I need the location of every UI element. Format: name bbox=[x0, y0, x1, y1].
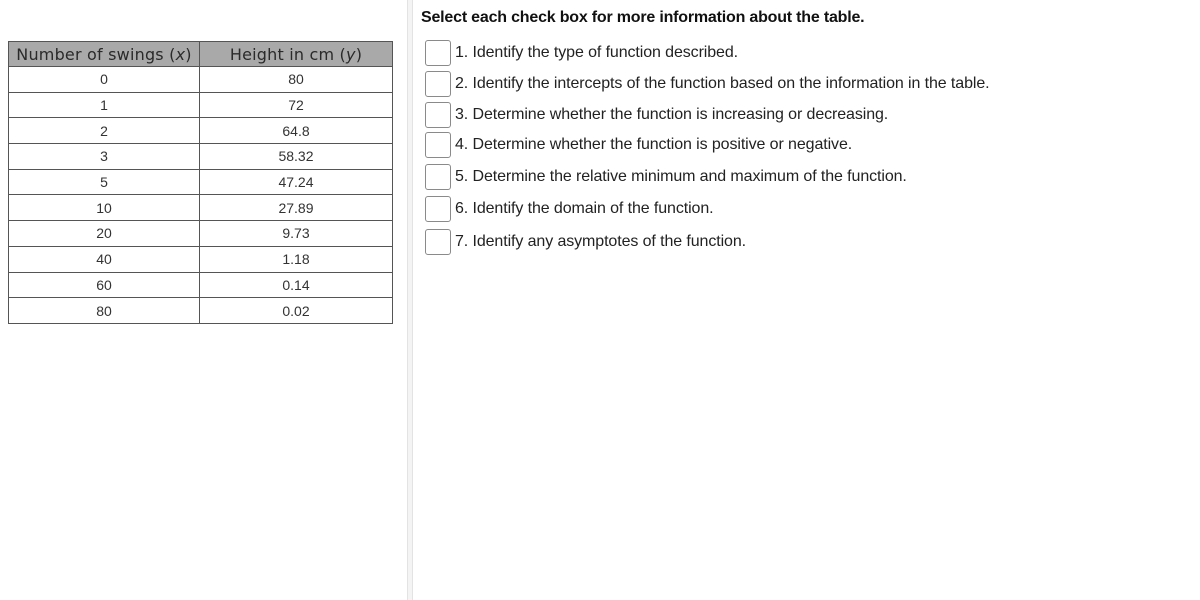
checklist-item-3[interactable] bbox=[425, 101, 888, 129]
header-swings-label: Number of swings ( bbox=[16, 44, 176, 64]
checklist-item-7[interactable] bbox=[425, 228, 746, 256]
checklist-label-5[interactable]: 5. Determine the relative minimum and maximum of the function. bbox=[455, 168, 907, 185]
cell-height: 0.02 bbox=[200, 298, 393, 324]
checkbox-1[interactable] bbox=[425, 40, 451, 66]
table-row bbox=[9, 272, 393, 298]
checklist-label-1[interactable]: 1. Identify the type of function described. bbox=[455, 44, 738, 61]
table-row bbox=[9, 246, 393, 272]
right-pane bbox=[414, 0, 1200, 600]
table-row bbox=[9, 144, 393, 170]
cell-height: 47.24 bbox=[200, 169, 393, 195]
checklist-label-7[interactable]: 7. Identify any asymptotes of the function. bbox=[455, 233, 746, 250]
checkbox-4[interactable] bbox=[425, 132, 451, 158]
table-row bbox=[9, 92, 393, 118]
pane-divider[interactable] bbox=[407, 0, 413, 600]
checkbox-2[interactable] bbox=[425, 71, 451, 97]
checklist-label-3[interactable]: 3. Determine whether the function is increasing or decreasing. bbox=[455, 106, 889, 123]
cell-height: 64.8 bbox=[200, 118, 393, 144]
table-row bbox=[9, 221, 393, 247]
header-swings-variable: x bbox=[175, 44, 186, 64]
instruction-text: Select each check box for more information about the table. bbox=[421, 9, 865, 26]
cell-height: 0.14 bbox=[200, 272, 393, 298]
cell-height: 80 bbox=[200, 67, 393, 93]
cell-swings: 40 bbox=[9, 246, 200, 272]
checklist-item-4[interactable] bbox=[425, 131, 852, 159]
cell-height: 27.89 bbox=[200, 195, 393, 221]
table-row bbox=[9, 298, 393, 324]
table-row bbox=[9, 169, 393, 195]
cell-swings: 3 bbox=[9, 144, 200, 170]
cell-swings: 60 bbox=[9, 272, 200, 298]
table-row bbox=[9, 195, 393, 221]
cell-swings: 10 bbox=[9, 195, 200, 221]
table-header-row bbox=[9, 42, 393, 67]
cell-swings: 2 bbox=[9, 118, 200, 144]
checklist-item-5[interactable] bbox=[425, 163, 907, 191]
data-table bbox=[8, 41, 393, 324]
header-height bbox=[200, 42, 393, 67]
cell-swings: 20 bbox=[9, 221, 200, 247]
checklist-item-1[interactable] bbox=[425, 39, 738, 67]
table-row bbox=[9, 67, 393, 93]
checklist-item-6[interactable] bbox=[425, 195, 714, 223]
header-height-variable: y bbox=[346, 44, 356, 64]
checkbox-5[interactable] bbox=[425, 164, 451, 190]
checklist-label-6[interactable]: 6. Identify the domain of the function. bbox=[455, 200, 714, 217]
table-row bbox=[9, 118, 393, 144]
cell-height: 9.73 bbox=[200, 221, 393, 247]
cell-height: 1.18 bbox=[200, 246, 393, 272]
header-height-close: ) bbox=[355, 44, 363, 64]
header-swings-close: ) bbox=[185, 44, 192, 64]
cell-swings: 1 bbox=[9, 92, 200, 118]
checklist-item-2[interactable] bbox=[425, 70, 989, 98]
cell-height: 72 bbox=[200, 92, 393, 118]
cell-swings: 0 bbox=[9, 67, 200, 93]
cell-height: 58.32 bbox=[200, 144, 393, 170]
header-swings bbox=[9, 42, 200, 67]
checklist-label-4[interactable]: 4. Determine whether the function is positive or negative. bbox=[455, 136, 853, 153]
checkbox-7[interactable] bbox=[425, 229, 451, 255]
header-height-label: Height in cm ( bbox=[229, 44, 347, 64]
left-pane bbox=[0, 0, 407, 600]
cell-swings: 5 bbox=[9, 169, 200, 195]
checklist-label-2[interactable]: 2. Identify the intercepts of the function based on the information in the table. bbox=[455, 75, 990, 92]
checkbox-3[interactable] bbox=[425, 102, 451, 128]
checkbox-6[interactable] bbox=[425, 196, 451, 222]
cell-swings: 80 bbox=[9, 298, 200, 324]
